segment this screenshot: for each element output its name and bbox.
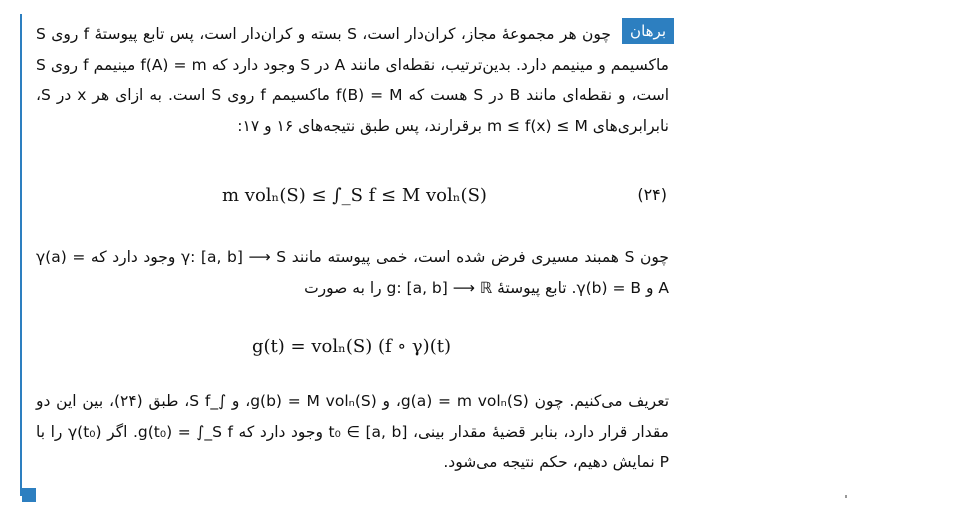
paragraph-1-text: چون هر مجموعهٔ مجاز، کران‌دار است، S بسته و کران‌دار است، پس تابع پیوستهٔ f روی S ماکسیمم و مینیمم دارد. بدین‌ترتیب، نقطه‌ای مانند A در S وجود دارد که f(A) = m مینیمم f روی S است، و نقطه‌ای مانند B در S هست که f(B) = M ماکسیمم f روی S است. به ازای هر x در S، نابرابری‌های m ≤ f(x) ≤ M برقرارند، پس طبق نتیجه‌های ۱۶ و ۱۷: [36,25,669,135]
proof-frame [20,14,677,496]
equation-g-body: g(t) = volₙ(S) (f ∘ γ)(t) [252,336,451,357]
end-of-proof-square-icon [22,488,36,502]
proof-paragraph-2: چون S همبند مسیری فرض شده است، خمی پیوسته مانند γ: [a, b] ⟶ S وجود دارد که γ(a) = A و γ(b) = B. تابع پیوستهٔ g: [a, b] ⟶ ℝ را به صورت [36,248,669,297]
proof-paragraph-1 [36,19,669,141]
equation-24-body: m volₙ(S) ≤ ∫_S f ≤ M volₙ(S) [222,185,487,206]
proof-badge: برهان [622,18,674,44]
scan-speck [845,495,847,498]
proof-paragraph-3: تعریف می‌کنیم. چون g(a) = m volₙ(S)، و g(b) = M volₙ(S)، و ∫_S f، طبق (۲۴)، بین این دو مقدار قرار دارد، بنابر قضیهٔ مقدار بینی، t₀ ∈ [a, b] وجود دارد که g(t₀) = ∫_S f. اگر γ(t₀) را با P نمایش دهیم، حکم نتیجه می‌شود. [36,392,670,471]
equation-24-number: (۲۴) [637,185,667,204]
